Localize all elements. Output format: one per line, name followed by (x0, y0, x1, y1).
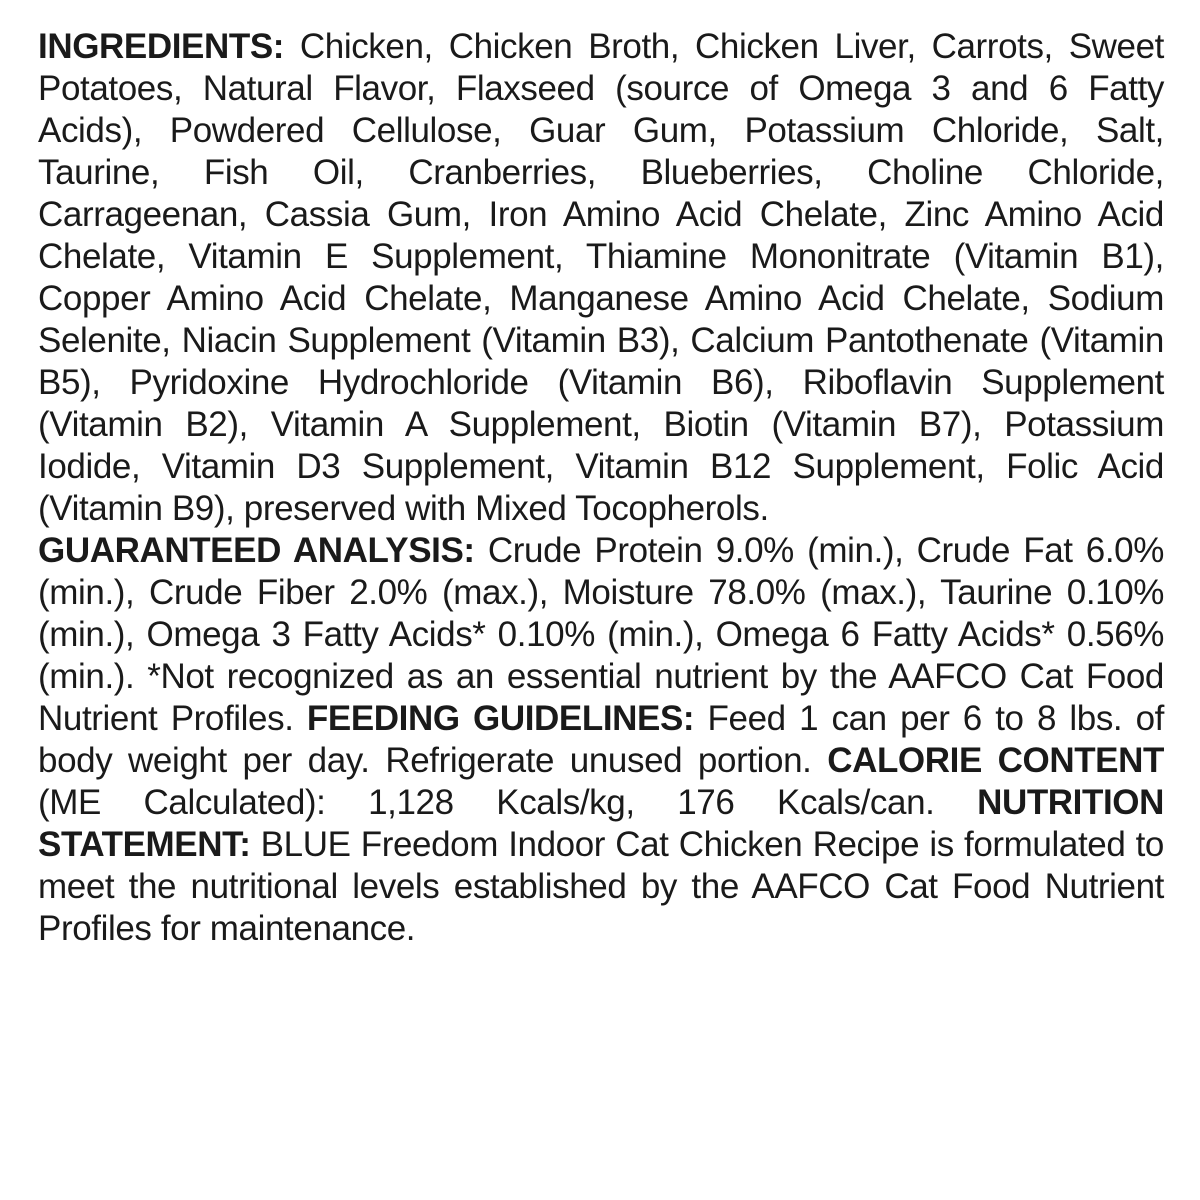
calorie-content-heading: CALORIE CONTENT (827, 741, 1164, 780)
calorie-content-text: (ME Calculated): 1,128 Kcals/kg, 176 Kcals/can. (38, 783, 978, 822)
guaranteed-analysis-text: Crude Protein 9.0% (min.), Crude Fat 6.0% (min.), Crude Fiber 2.0% (max.), Moisture 78.0% (max.), Taurine 0.10% (min.), Omega 3 Fatty Acids* 0.10% (min.), Omega 6 Fatty Acids* 0.56% (min.). *Not recognized as an essential nutrient by the AAFCO Cat Food Nutrient Profiles. (38, 531, 1164, 738)
guaranteed-analysis-heading: GUARANTEED ANALYSIS: (38, 531, 475, 570)
ingredients-heading: INGREDIENTS: (38, 27, 285, 66)
nutrition-statement-heading: NUTRITION STATEMENT: (38, 783, 1164, 864)
analysis-paragraph (38, 530, 1164, 950)
ingredients-paragraph (38, 26, 1164, 530)
nutrition-label-panel (38, 26, 1164, 950)
ingredients-text: Chicken, Chicken Broth, Chicken Liver, Carrots, Sweet Potatoes, Natural Flavor, Flaxseed (source of Omega 3 and 6 Fatty Acids), Powdered Cellulose, Guar Gum, Potassium Chloride, Salt, Taurine, Fish Oil, Cranberries, Blueberries, Choline Chloride, Carrageenan, Cassia Gum, Iron Amino Acid Chelate, Zinc Amino Acid Chelate, Vitamin E Supplement, Thiamine Mononitrate (Vitamin B1), Copper Amino Acid Chelate, Manganese Amino Acid Chelate, Sodium Selenite, Niacin Supplement (Vitamin B3), Calcium Pantothenate (Vitamin B5), Pyridoxine Hydrochloride (Vitamin B6), Riboflavin Supplement (Vitamin B2), Vitamin A Supplement, Biotin (Vitamin B7), Potassium Iodide, Vitamin D3 Supplement, Vitamin B12 Supplement, Folic Acid (Vitamin B9), preserved with Mixed Tocopherols. (38, 27, 1164, 528)
feeding-guidelines-heading: FEEDING GUIDELINES: (306, 699, 695, 738)
nutrition-statement-text: BLUE Freedom Indoor Cat Chicken Recipe is formulated to meet the nutritional levels established by the AAFCO Cat Food Nutrient Profiles for maintenance. (38, 825, 1164, 948)
feeding-guidelines-text: Feed 1 can per 6 to 8 lbs. of body weight per day. Refrigerate unused portion. (38, 699, 1164, 780)
